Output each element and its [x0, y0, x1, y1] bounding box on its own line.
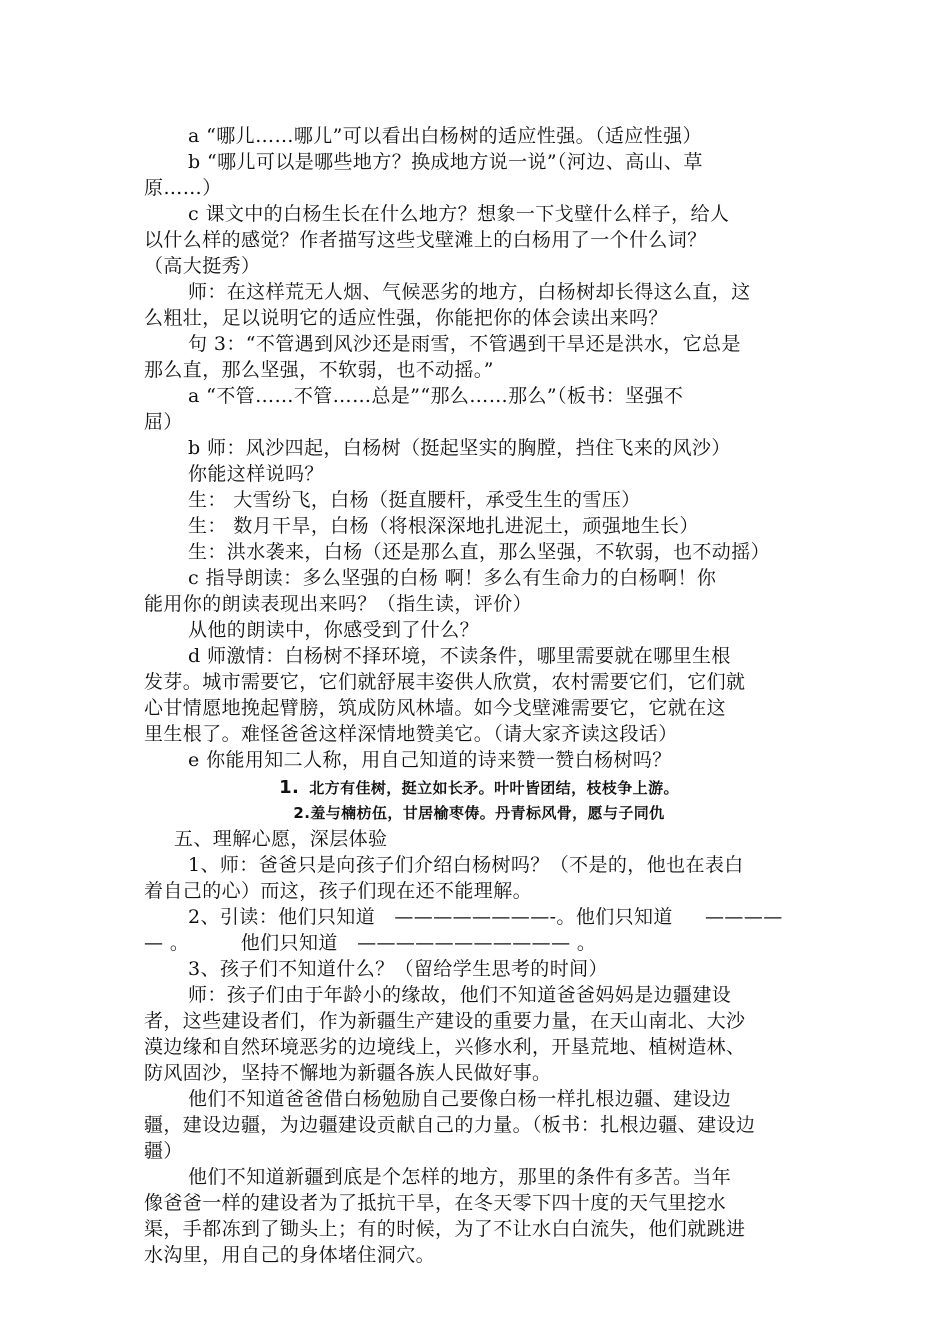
- text-line: a “哪儿……哪儿”可以看出白杨树的适应性强。（适应性强）: [188, 125, 702, 147]
- text-line: 水沟里，用自己的身体堵住洞穴。: [144, 1244, 436, 1266]
- text-line: a “不管……不管……总是”“那么……那么”（板书：坚强不: [188, 385, 684, 407]
- poem-number: 1.: [279, 777, 300, 798]
- text-line: 者，这些建设者们，作为新疆生产建设的重要力量，在天山南北、大沙: [144, 1010, 746, 1032]
- text-line: 那么直，那么坚强，不软弱，也不动摇。”: [144, 359, 494, 381]
- text-line: 师：在这样荒无人烟、气候恶劣的地方，白杨树却长得这么直，这: [188, 281, 751, 303]
- poem-line-1: [144, 775, 814, 801]
- section-heading: 五、理解心愿，深层体验: [174, 828, 388, 850]
- text-line: b “哪儿可以是哪些地方？换成地方说一说”（河边、高山、草: [188, 151, 703, 173]
- text-line: 疆）: [144, 1140, 183, 1162]
- text-line: 发芽。城市需要它，它们就舒展丰姿供人欣赏，农村需要它们，它们就: [144, 671, 746, 693]
- text-line: 他们不知道爸爸借白杨勉励自己要像白杨一样扎根边疆、建设边: [188, 1088, 732, 1110]
- text-line: 生：洪水袭来，白杨（还是那么直，那么坚强，不软弱，也不动摇）: [188, 541, 771, 563]
- text-line: 生： 大雪纷飞，白杨（挺直腰杆，承受生生的雪压）: [188, 489, 641, 511]
- text-line: 从他的朗读中，你感受到了什么？: [188, 619, 480, 641]
- poem-line-2: 2.羞与楠枋伍，甘居榆枣俦。丹青标风骨，愿与子同仇: [293, 804, 665, 822]
- text-line: 么粗壮，足以说明它的适应性强，你能把你的体会读出来吗？: [144, 307, 668, 329]
- text-line: 着自己的心）而这，孩子们现在还不能理解。: [144, 880, 533, 902]
- text-line: 生： 数月干旱，白杨（将根深深地扎进泥土，顽强地生长）: [188, 515, 699, 537]
- text-line: 1、师：爸爸只是向孩子们介绍白杨树吗？（不是的，他也在表白: [188, 854, 744, 876]
- text-line: 心甘情愿地挽起臂膀，筑成防风林墙。如今戈壁滩需要它，它就在这: [144, 697, 727, 719]
- text-line: 他们不知道新疆到底是个怎样的地方，那里的条件有多苦。当年: [188, 1166, 732, 1188]
- text-line: 防风固沙，坚持不懈地为新疆各族人民做好事。: [144, 1062, 552, 1084]
- text-line: b 师：风沙四起，白杨树（挺起坚实的胸膛，挡住飞来的风沙）: [188, 437, 731, 459]
- text-line: d 师激情：白杨树不择环境，不读条件，哪里需要就在哪里生根: [188, 645, 731, 667]
- text-line: 师：孩子们由于年龄小的缘故，他们不知道爸爸妈妈是边疆建设: [188, 984, 732, 1006]
- text-line: 以什么样的感觉？作者描写这些戈壁滩上的白杨用了一个什么词？: [144, 229, 707, 251]
- text-line: c 课文中的白杨生长在什么地方？想象一下戈壁什么样子，给人: [188, 203, 730, 225]
- poem-text: 北方有佳树，挺立如长矛。叶叶皆团结，枝枝争上游。: [309, 779, 679, 797]
- text-line: 漠边缘和自然环境恶劣的边境线上，兴修水利，开垦荒地、植树造林、: [144, 1036, 746, 1058]
- text-line: 像爸爸一样的建设者为了抵抗干旱，在冬天零下四十度的天气里挖水: [144, 1192, 727, 1214]
- text-line: 能用你的朗读表现出来吗？（指生读，评价）: [144, 593, 533, 615]
- text-line: 里生根了。难怪爸爸这样深情地赞美它。（请大家齐读这段话）: [144, 723, 678, 745]
- text-line: e 你能用知二人称，用自己知道的诗来赞一赞白杨树吗？: [188, 749, 672, 771]
- text-line: 3、孩子们不知道什么？（留给学生思考的时间）: [188, 958, 608, 980]
- text-line: 原……）: [144, 177, 222, 199]
- text-line: （高大挺秀）: [144, 255, 261, 277]
- text-line: 疆，建设边疆，为边疆建设贡献自己的力量。（板书：扎根边疆、建设边: [144, 1114, 756, 1136]
- text-line: 2、引读：他们只知道 ————————-。他们只知道 ————: [188, 906, 783, 928]
- text-line: — 。 他们只知道 ——————————— 。: [144, 932, 597, 954]
- text-line: 渠，手都冻到了锄头上；有的时候，为了不让水白白流失，他们就跳进: [144, 1218, 746, 1240]
- text-line: 句 3：“不管遇到风沙还是雨雪，不管遇到干旱还是洪水，它总是: [188, 333, 741, 355]
- text-line: c 指导朗读：多么坚强的白杨 啊！多么有生命力的白杨啊！你: [188, 567, 717, 589]
- text-line: 屈）: [144, 411, 183, 433]
- text-line: 你能这样说吗？: [188, 463, 324, 485]
